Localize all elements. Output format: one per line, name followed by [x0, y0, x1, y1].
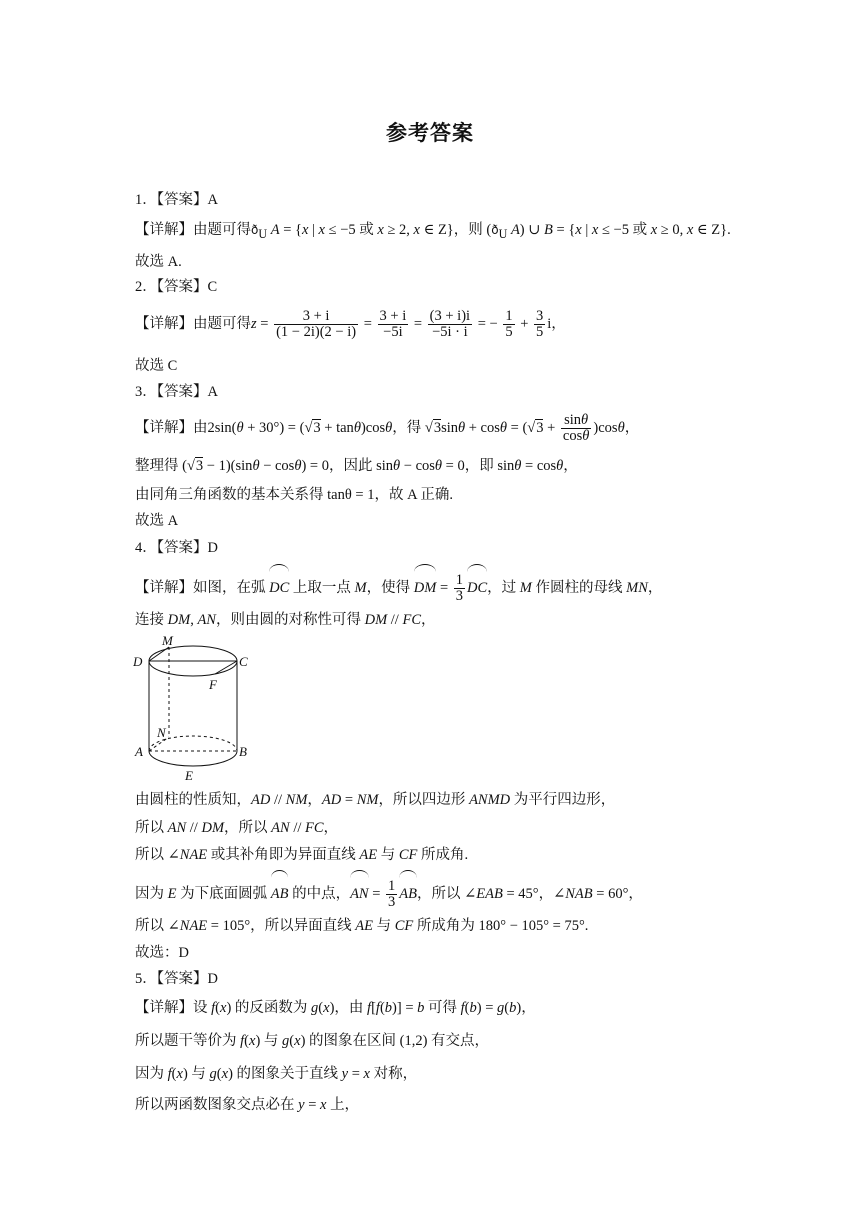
detail-5-line3: 因为 f(x) 与 g(x) 的图象关于直线 y = x 对称， [135, 1066, 418, 1082]
detail-1: 【详解】由题可得$ð_U$ A = {x | x ≤ −5 或 x ≥ 2, x ∈ Z}，则 ($ð_U$ A) ∪ B = {x | x ≤ −5 或 x ≥ 0, x ∈ Z}. [135, 222, 731, 241]
detail-4-line6: 因为 E 为下底面圆弧 AB 的中点，AN = $\frac{1}{3}$ AB，所以 ∠EAB = 45°，∠NAB = 60°， [135, 872, 643, 912]
detail-5: 【详解】设 f(x) 的反函数为 g(x)，由 f[f(b)] = b 可得 f(b) = g(b)， [135, 1000, 536, 1016]
label-M: M [162, 633, 173, 648]
cylinder-figure [133, 633, 253, 783]
label-B: B [239, 744, 247, 759]
label-D: D [133, 654, 143, 669]
answer-2: 2．【答案】C [135, 279, 218, 295]
answer-4: 4．【答案】D [135, 540, 218, 556]
label-C: C [239, 654, 248, 669]
conclusion-2: 故选 C [135, 358, 178, 374]
answer-3: 3．【答案】A [135, 384, 218, 400]
label-A: A [135, 744, 143, 759]
detail-4-line2: 连接 DM, AN，则由圆的对称性可得 DM // FC， [135, 612, 436, 628]
detail-4: 【详解】如图，在弧 DC 上取一点 M，使得 DM = $\frac{1}{3}$ DC，过 M 作圆柱的母线 MN， [135, 566, 662, 606]
answer-5: 5．【答案】D [135, 971, 218, 987]
label-E: E [185, 768, 193, 783]
answer-1: 1．【答案】A [135, 192, 218, 208]
detail-3-line2: 整理得 (√3 − 1)(sinθ − cosθ) = 0，因此 sinθ − cosθ = 0，即 sinθ = cosθ， [135, 458, 578, 474]
detail-2: 【详解】由题可得z = $\frac{3 + i}{(1 - 2i)(2 - i)}$ = $\frac{3 + i}{-5i}$ = $\frac{(3 + i)i}{-5i \cdot i}$ = − $\frac{1}{5}$ + $\frac{3}{5}$ i， [135, 308, 566, 341]
label-N: N [157, 725, 166, 740]
detail-4-line4: 所以 AN // DM，所以 AN // FC， [135, 820, 339, 836]
conclusion-1: 故选 A. [135, 254, 182, 270]
detail-5-line4: 所以两函数图象交点必在 y = x 上， [135, 1097, 360, 1113]
detail-4-line3: 由圆柱的性质知，AD // NM，AD = NM，所以四边形 ANMD 为平行四边形， [135, 792, 616, 808]
detail-4-line7: 所以 ∠NAE = 105°，所以异面直线 AE 与 CF 所成角为 180° − 105° = 75°. [135, 918, 589, 934]
label-F: F [209, 677, 217, 692]
detail-3: 【详解】由2sin(θ + 30°) = (√3 + tanθ)cosθ，得 √3sinθ + cosθ = (√3 + $\frac{\sin\theta}{\cos\theta}$ )cosθ， [135, 412, 640, 445]
page-title: 参考答案 [386, 121, 474, 145]
conclusion-4: 故选：D [135, 945, 189, 961]
detail-3-line3: 由同角三角函数的基本关系得 tanθ = 1，故 A 正确. [135, 487, 454, 503]
detail-4-line5: 所以 ∠NAE 或其补角即为异面直线 AE 与 CF 所成角. [135, 847, 469, 863]
detail-5-line2: 所以题干等价为 f(x) 与 g(x) 的图象在区间 (1,2) 有交点， [135, 1033, 490, 1049]
conclusion-3: 故选 A [135, 513, 179, 529]
